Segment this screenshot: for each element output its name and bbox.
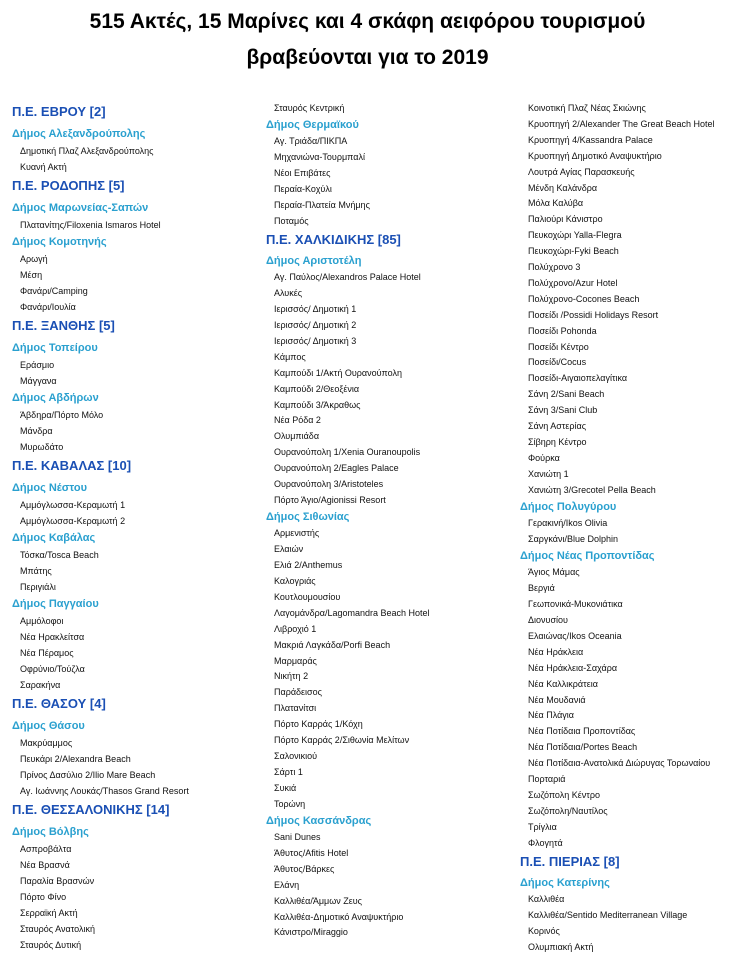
beach-item: Πόρτο Φίνο	[20, 892, 67, 902]
beach-item: Αλυκές	[274, 288, 303, 299]
region-heading: Π.Ε. ΚΑΒΑΛΑΣ [10]	[12, 458, 132, 473]
beach-item: Σαργκάνι/Blue Dolphin	[528, 533, 619, 544]
beach-item: Σάνη 3/Sani Club	[528, 405, 598, 416]
beach-item: Ποσείδι-Αιγαιοπελαγίτικα	[528, 373, 628, 384]
beach-item: Βεργιά	[528, 583, 555, 594]
beach-item: Φανάρι/Ιουλία	[20, 302, 76, 312]
beach-item: Ολυμπιακή Ακτή	[528, 941, 594, 952]
beach-item: Πορταριά	[528, 774, 566, 784]
beach-item: Πρίνος Δασύλιο 2/Ilio Mare Beach	[20, 770, 156, 780]
municipality-heading: Δήμος Θάσου	[12, 720, 85, 732]
beach-item: Διονυσίου	[528, 615, 568, 625]
municipality-heading: Δήμος Αριστοτέλη	[266, 254, 362, 267]
beach-item: Σάνη Αστερίας	[528, 421, 587, 431]
beach-item: Πλατανίτης/Filoxenia Ismaros Hotel	[20, 220, 161, 230]
beach-item: Ελαιών	[274, 544, 304, 555]
title-line-1: 515 Ακτές, 15 Μαρίνες και 4 σκάφη αειφόρου τουρισμού	[89, 10, 646, 33]
beach-item: Νέα Ηράκλεια	[528, 646, 584, 657]
beach-item: Κουτλουμουσίου	[274, 591, 341, 602]
beach-item: Νικήτη 2	[274, 671, 309, 682]
beach-item: Μέση	[20, 270, 43, 280]
beach-item: Πόρτο Καρράς 2/Σιθωνία Μελίτων	[274, 735, 410, 745]
beach-item: Άβδηρα/Πόρτο Μόλο	[20, 410, 104, 420]
beach-item: Κάνιστρο/Miraggio	[274, 927, 348, 938]
beach-item: Νέα Βρασνά	[20, 860, 70, 870]
municipality-heading: Δήμος Πολυγύρου	[520, 500, 617, 513]
beach-item: Αγ. Τριάδα/ΠΙΚΠΑ	[274, 136, 348, 147]
beach-item: Αμμόλοφοι	[20, 616, 64, 626]
beach-item: Άθυτος/Afitis Hotel	[274, 847, 349, 858]
beach-item: Σαλονικιού	[274, 750, 318, 761]
beach-item: Σωζόπολη/Ναυτίλος	[528, 805, 608, 816]
beach-item: Μηχανιώνα-Τουρμπαλί	[274, 152, 365, 163]
beach-item: Ουρανούπολη 2/Eagles Palace	[274, 463, 399, 474]
beach-item: Νέα Ηρακλείτσα	[20, 632, 85, 642]
beach-item: Τρίγλια	[528, 821, 557, 832]
beach-item: Κυανή Ακτή	[20, 162, 67, 172]
region-heading: Π.Ε. ΘΕΣΣΑΛΟΝΙΚΗΣ [14]	[12, 802, 170, 817]
beach-item: Κρυοπηγή 4/Kassandra Palace	[528, 134, 653, 145]
title-line-2: βραβεύονται για το 2019	[246, 46, 489, 69]
municipality-heading: Δήμος Τοπείρου	[12, 342, 98, 354]
beach-item: Περαία-Πλατεία Μνήμης	[274, 200, 370, 210]
beach-item: Μαρμαράς	[274, 655, 317, 666]
municipality-heading: Δήμος Κομοτηνής	[12, 236, 107, 248]
municipality-heading: Δήμος Παγγαίου	[12, 598, 99, 610]
beach-item: Ελάνη	[274, 879, 300, 890]
municipality-heading: Δήμος Αλεξανδρούπολης	[12, 128, 146, 140]
beach-item: Καμπούδι 3/Άκραθως	[274, 399, 361, 410]
beach-item: Κοινοτική Πλαζ Νέας Σκιώνης	[528, 103, 646, 113]
municipality-heading: Δήμος Νέστου	[12, 482, 88, 494]
beach-item: Καλλιθέα/Άμμων Ζευς	[274, 895, 362, 906]
beach-item: Πευκάρι 2/Alexandra Beach	[20, 754, 131, 764]
beach-item: Χανιώτη 1	[528, 468, 569, 479]
beach-item: Ελαιώνας/Ikos Oceania	[528, 630, 622, 641]
beach-item: Φλογητά	[528, 837, 563, 848]
beach-item: Πολύχρονο/Azur Hotel	[528, 277, 618, 288]
beach-item: Καμπούδι 2/Θεοξένια	[274, 383, 360, 394]
municipality-heading: Δήμος Θερμαϊκού	[266, 118, 359, 131]
beach-item: Μακρύαμμος	[20, 738, 73, 748]
beach-item: Πευκοχώρι Yalla-Flegra	[528, 230, 622, 241]
beach-item: Λαγομάνδρα/Lagomandra Beach Hotel	[274, 607, 430, 618]
region-heading: Π.Ε. ΕΒΡΟΥ [2]	[12, 104, 106, 119]
beach-item: Σερραϊκή Ακτή	[20, 908, 78, 918]
region-heading: Π.Ε. ΘΑΣΟΥ [4]	[12, 696, 106, 711]
beach-item: Καλλιθέα/Sentido Mediterranean Village	[528, 909, 688, 920]
beach-item: Καλλιθέα	[528, 894, 565, 904]
beach-item: Μυρωδάτο	[20, 442, 64, 452]
beach-item: Σίβηρη Κέντρο	[528, 436, 587, 447]
beach-item: Λουτρά Αγίας Παρασκευής	[528, 166, 635, 177]
beach-item: Αγ. Ιωάννης Λουκάς/Thasos Grand Resort	[20, 786, 189, 796]
beach-item: Πευκοχώρι-Fyki Beach	[528, 246, 619, 257]
beach-item: Μάνδρα	[20, 426, 53, 436]
beach-item: Παλιούρι Κάνιστρο	[528, 214, 603, 225]
municipality-heading: Δήμος Κατερίνης	[520, 876, 610, 889]
beach-item: Νέα Ποτίδαια/Portes Beach	[528, 742, 638, 753]
beach-item: Αγ. Παύλος/Alexandros Palace Hotel	[274, 272, 421, 283]
municipality-heading: Δήμος Καβάλας	[12, 532, 96, 544]
beach-item: Ποταμός	[274, 215, 309, 226]
municipality-heading: Δήμος Βόλβης	[12, 826, 89, 838]
beach-item: Αμμόγλωσσα-Κεραμωτή 1	[20, 500, 126, 510]
beach-item: Περιγιάλι	[20, 582, 56, 592]
beach-item: Οφρύνιο/Τούζλα	[20, 664, 85, 674]
municipality-heading: Δήμος Νέας Προποντίδας	[520, 549, 655, 562]
beach-item: Ποσείδι Κέντρο	[528, 341, 589, 352]
page-title	[0, 4, 735, 76]
beach-item: Πολύχρονο 3	[528, 262, 581, 272]
beach-item: Μπάτης	[20, 566, 52, 576]
municipality-heading: Δήμος Σιθωνίας	[266, 510, 350, 523]
beach-item: Sani Dunes	[274, 832, 321, 842]
beach-item: Ποσείδι /Possidi Holidays Resort	[528, 309, 659, 320]
beach-item: Άθυτος/Βάρκες	[274, 863, 335, 874]
beach-item: Πολύχρονο-Cocones Beach	[528, 293, 640, 304]
beach-item: Νέα Ποτίδαια-Ανατολικά Διώρυγας Τορωναίου	[528, 758, 711, 769]
beach-item: Αμμόγλωσσα-Κεραμωτή 2	[20, 516, 126, 526]
beach-item: Καλογριάς	[274, 576, 316, 586]
beach-item: Περαία-Κοχύλι	[274, 184, 332, 195]
beach-item: Κρυοπηγή Δημοτικό Αναψυκτήριο	[528, 150, 662, 161]
beach-item: Φούρκα	[528, 452, 560, 463]
municipality-heading: Δήμος Μαρωνείας-Σαπών	[12, 202, 149, 214]
beach-item: Σάνη 2/Sani Beach	[528, 389, 605, 400]
beach-item: Τόσκα/Tosca Beach	[20, 550, 99, 560]
beach-item: Κρυοπηγή 2/Alexander The Great Beach Hotel	[528, 118, 715, 129]
beach-item: Ιερισσός/ Δημοτική 3	[274, 335, 357, 346]
beach-item: Νέα Μουδανιά	[528, 694, 586, 705]
beach-item: Μακριά Λαγκάδα/Porfi Beach	[274, 639, 391, 650]
beach-item: Ουρανούπολη 3/Aristoteles	[274, 479, 384, 489]
beach-item: Παράδεισος	[274, 687, 322, 698]
region-heading: Π.Ε. ΡΟΔΟΠΗΣ [5]	[12, 178, 125, 193]
beach-item: Ποσείδι/Cocus	[528, 357, 587, 368]
beach-item: Πόρτο Άγιο/Agionissi Resort	[274, 494, 386, 505]
beach-item: Ολυμπιάδα	[274, 431, 320, 442]
beach-item: Αρωγή	[20, 254, 48, 264]
beach-item: Φανάρι/Camping	[20, 286, 88, 296]
beach-item: Ελιά 2/Anthemus	[274, 560, 343, 571]
beach-item: Σαρακήνα	[20, 680, 61, 690]
beach-item: Ιερισσός/ Δημοτική 2	[274, 320, 357, 330]
beach-item: Ουρανούπολη 1/Xenia Ouranoupolis	[274, 447, 421, 458]
beach-item: Χανιώτη 3/Grecotel Pella Beach	[528, 484, 656, 495]
beach-item: Νέα Ποτίδαια Προποντίδας	[528, 726, 636, 737]
beach-item: Γεωπονικά-Μυκονιάτικα	[528, 599, 623, 610]
municipality-heading: Δήμος Αβδήρων	[12, 392, 99, 404]
beach-item: Σάρτι 1	[274, 766, 303, 777]
region-heading: Π.Ε. ΧΑΛΚΙΔΙΚΗΣ [85]	[266, 231, 401, 247]
beach-item: Πλατανίτσι	[274, 703, 317, 714]
beach-item: Ασπροβάλτα	[20, 844, 72, 854]
beach-item: Εράσμιο	[20, 360, 55, 370]
beach-item: Κορινός	[528, 925, 560, 936]
beach-item: Σταυρός Δυτική	[20, 940, 82, 950]
beach-item: Άγιος Μάμας	[528, 567, 580, 578]
beach-item: Σωζόπολη Κέντρο	[528, 789, 600, 800]
municipality-heading: Δήμος Κασσάνδρας	[266, 814, 372, 827]
beach-item: Πόρτο Καρράς 1/Κόχη	[274, 719, 363, 730]
beach-item: Μένδη Καλάνδρα	[528, 182, 598, 193]
beach-item: Νέα Ηράκλεια-Σαχάρα	[528, 662, 618, 673]
beach-item: Τορώνη	[274, 798, 306, 809]
beach-item: Γερακινή/Ikos Olivia	[528, 518, 608, 528]
beach-item: Νέα Πέραμος	[20, 648, 74, 658]
beach-item: Σταυρός Κεντρική	[274, 103, 345, 113]
beach-item: Μόλα Καλύβα	[528, 198, 584, 209]
beach-item: Κάμπος	[274, 351, 306, 362]
beach-item: Καμπούδι 1/Ακτή Ουρανούπολη	[274, 367, 402, 378]
beach-item: Καλλιθέα-Δημοτικό Αναψυκτήριο	[274, 911, 404, 922]
beach-item: Νέα Ρόδα 2	[274, 415, 321, 426]
beach-item: Νέα Καλλικράτεια	[528, 678, 598, 689]
beach-item: Λιβροχιό 1	[274, 623, 317, 634]
region-heading: Π.Ε. ΠΙΕΡΙΑΣ [8]	[520, 853, 620, 869]
beach-item: Συκιά	[274, 782, 297, 793]
beach-item: Ιερισσός/ Δημοτική 1	[274, 304, 357, 315]
beach-item: Αρμενιστής	[274, 528, 320, 539]
beach-item: Παραλία Βρασνών	[20, 876, 95, 886]
beach-item: Δημοτική Πλαζ Αλεξανδρούπολης	[20, 146, 154, 156]
beach-item: Μάγγανα	[20, 376, 57, 386]
beach-item: Νέα Πλάγια	[528, 710, 574, 721]
beach-item: Νέοι Επιβάτες	[274, 168, 331, 179]
beach-item: Σταυρός Ανατολική	[20, 924, 95, 934]
region-heading: Π.Ε. ΞΑΝΘΗΣ [5]	[12, 318, 115, 333]
beach-item: Ποσείδι Pohonda	[528, 325, 597, 336]
